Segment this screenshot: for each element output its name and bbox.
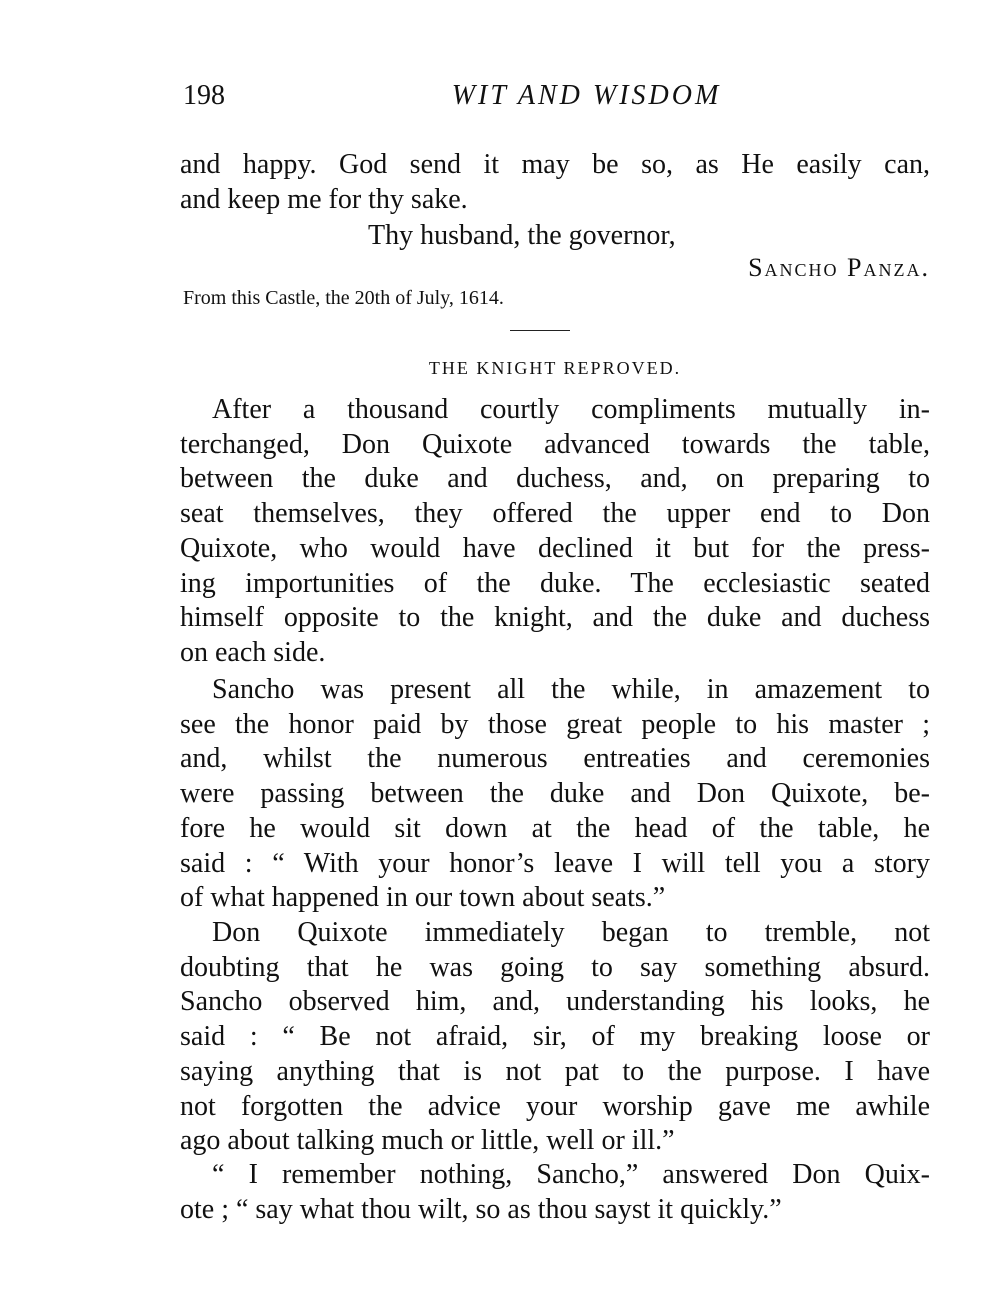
text-line: After a thousand courtly compliments mutually in- — [212, 394, 930, 425]
text-line: and, whilst the numerous entreaties and ceremonies — [180, 743, 930, 775]
text-line: Don Quixote immediately began to tremble, not — [212, 917, 930, 948]
text-line: ote ; “ say what thou wilt, so as thou sayst it quickly.” — [180, 1193, 782, 1225]
text-line: “ I remember nothing, Sancho,” answered Don Quix- — [212, 1159, 930, 1190]
letter-closing: Thy husband, the governor, — [368, 220, 676, 251]
text-line: see the honor paid by those great people to his master ; — [180, 708, 930, 740]
text-line: Sancho observed him, and, understanding his looks, he — [180, 986, 930, 1018]
section-heading: THE KNIGHT REPROVED. — [428, 358, 682, 378]
text-line: Quixote, who would have declined it but for the press- — [180, 532, 930, 564]
text-line: said : “ With your honor’s leave I will tell you a story — [180, 847, 930, 879]
text-line: were passing between the duke and Don Quixote, be- — [180, 778, 930, 810]
text-line: and keep me for thy sake. — [180, 184, 468, 215]
section-divider — [510, 330, 570, 331]
text-line: and happy. God send it may be so, as He easily can, — [180, 149, 930, 180]
text-line: Sancho was present all the while, in amazement to — [212, 674, 930, 705]
text-line: not forgotten the advice your worship gave me awhile — [180, 1090, 930, 1122]
text-line: fore he would sit down at the head of the table, he — [180, 812, 930, 844]
text-line: of what happened in our town about seats.” — [180, 882, 666, 914]
text-line: doubting that he was going to say something absurd. — [180, 951, 930, 983]
page-number: 198 — [183, 80, 225, 111]
running-header — [183, 80, 930, 120]
text-line: terchanged, Don Quixote advanced towards the table, — [180, 428, 930, 460]
text-line: ing importunities of the duke. The ecclesiastic seated — [180, 567, 930, 599]
running-title: WIT AND WISDOM — [451, 80, 722, 111]
text-line: ago about talking much or little, well or ill.” — [180, 1125, 675, 1157]
dateline: From this Castle, the 20th of July, 1614. — [183, 287, 504, 309]
text-line: himself opposite to the knight, and the duke and duchess — [180, 602, 930, 634]
text-line: saying anything that is not pat to the purpose. I have — [180, 1055, 930, 1087]
text-line: seat themselves, they offered the upper end to Don — [180, 498, 930, 530]
text-line: between the duke and duchess, and, on preparing to — [180, 463, 930, 495]
text-line: on each side. — [180, 636, 326, 668]
letter-signature: Sancho Panza. — [748, 253, 930, 282]
text-line: said : “ Be not afraid, sir, of my breaking loose or — [180, 1021, 930, 1053]
